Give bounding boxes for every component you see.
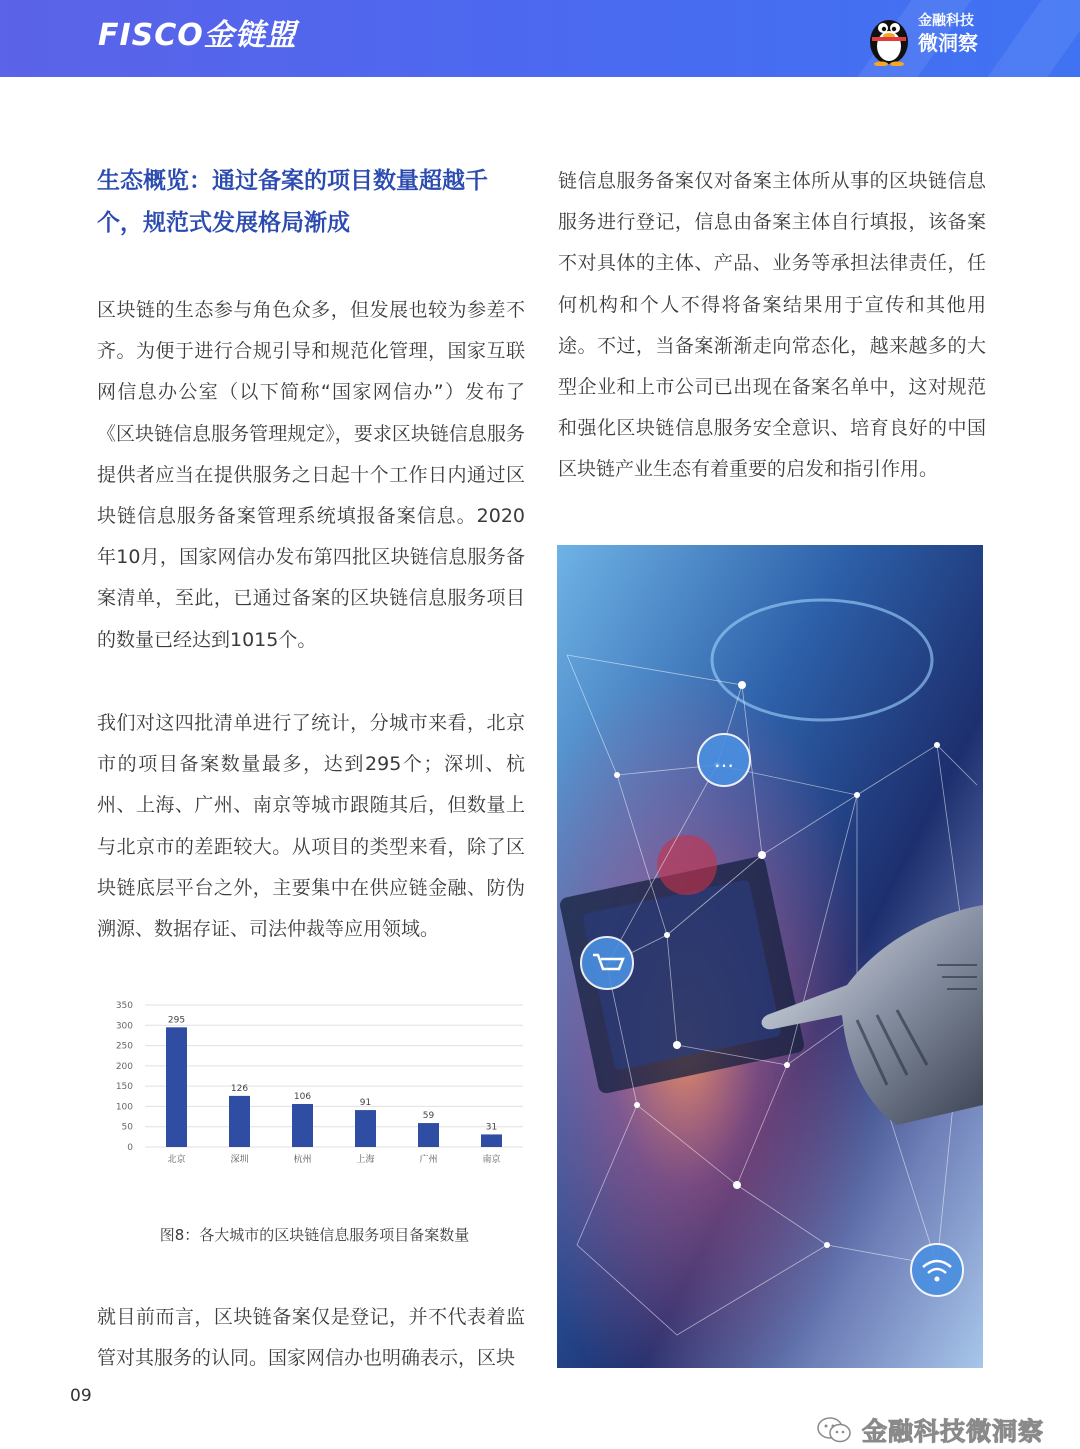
- y-tick-label: 50: [121, 1122, 133, 1133]
- section-heading: 生态概览：通过备案的项目数量超越千个，规范式发展格局渐成: [97, 168, 488, 236]
- bar: [292, 1104, 313, 1147]
- y-tick-label: 0: [127, 1143, 133, 1153]
- logo-right-line2: 微洞察: [918, 31, 978, 55]
- y-tick-label: 150: [115, 1082, 133, 1093]
- chart-caption: 图8：各大城市的区块链信息服务项目备案数量: [159, 1226, 470, 1244]
- bar: [229, 1096, 250, 1147]
- bar: [166, 1027, 187, 1147]
- paragraph-right: 链信息服务备案仅对备案主体所从事的区块链信息服务进行登记，信息由备案主体自行填报，该备案不对具体的主体、产品、业务等承担法律责任，任何机构和个人不得将备案结果用于宣传和其他用途。不过，当备案渐渐走向常态化，越来越多的大型企业和上市公司已出现在备案名单中，这对规范和强化区块链信息服务安全意识、培育良好的中国区块链产业生态有着重要的启发和指引作用。: [558, 170, 986, 481]
- wechat-icon: [817, 1416, 851, 1444]
- y-tick-label: 100: [115, 1102, 133, 1113]
- page-header: [0, 0, 1080, 77]
- paragraph-3: 就目前而言，区块链备案仅是登记，并不代表着监管对其服务的认同。国家网信办也明确表示，区块: [97, 1306, 525, 1370]
- x-tick-label: 杭州: [293, 1155, 312, 1165]
- wechat-watermark: [817, 1412, 1044, 1444]
- paragraph-2: 我们对这四批清单进行了统计，分城市来看，北京市的项目备案数量最多，达到295个；深圳、杭州、上海、广州、南京等城市跟随其后，但数量上与北京市的差距较大。从项目的类型来看，除了区块链底层平台之外，主要集中在供应链金融、防伪溯源、数据存证、司法仲裁等应用领域。: [97, 712, 525, 941]
- data-label: 91: [359, 1098, 372, 1109]
- weidongcha-logo: [866, 6, 986, 70]
- bar: [355, 1110, 376, 1147]
- x-tick-label: 上海: [356, 1155, 375, 1165]
- x-tick-label: 广州: [419, 1155, 438, 1165]
- data-label: 31: [485, 1122, 498, 1133]
- x-tick-label: 北京: [167, 1155, 186, 1165]
- left-column: [97, 160, 525, 244]
- penguin-icon: [866, 8, 912, 66]
- svg-text:…: …: [714, 748, 734, 772]
- x-tick-label: 南京: [482, 1155, 501, 1165]
- robot-hand-circuit-image: [557, 545, 983, 1368]
- y-tick-label: 200: [115, 1061, 133, 1072]
- paragraph-1: 区块链的生态参与角色众多，但发展也较为参差不齐。为便于进行合规引导和规范化管理，国家互联网信息办公室（以下简称“国家网信办”）发布了《区块链信息服务管理规定》，要求区块链信息服务提供者应当在提供服务之日起十个工作日内通过区块链信息服务备案管理系统填报备案信息。2020年10月，国家网信办发布第四批区块链信息服务备案清单，至此，已通过备案的区块链信息服务项目的数量已经达到1015个。: [97, 299, 525, 651]
- y-tick-label: 350: [115, 1001, 133, 1011]
- x-tick-label: 深圳: [230, 1155, 249, 1165]
- data-label: 126: [230, 1083, 249, 1094]
- data-label: 59: [422, 1111, 435, 1122]
- fisco-logo: FISCO金链盟: [98, 18, 297, 53]
- bar: [481, 1134, 502, 1147]
- shopping-cart-icon: [581, 937, 633, 989]
- y-tick-label: 300: [115, 1021, 133, 1032]
- y-tick-label: 250: [115, 1041, 133, 1052]
- logo-right-line1: 金融科技: [918, 13, 974, 29]
- data-label: 295: [167, 1015, 186, 1026]
- city-bar-chart: [95, 995, 530, 1175]
- data-label: 106: [293, 1091, 312, 1102]
- page-number: 09: [70, 1386, 92, 1406]
- bar: [418, 1123, 439, 1147]
- watermark-text: 金融科技微洞察: [861, 1417, 1044, 1446]
